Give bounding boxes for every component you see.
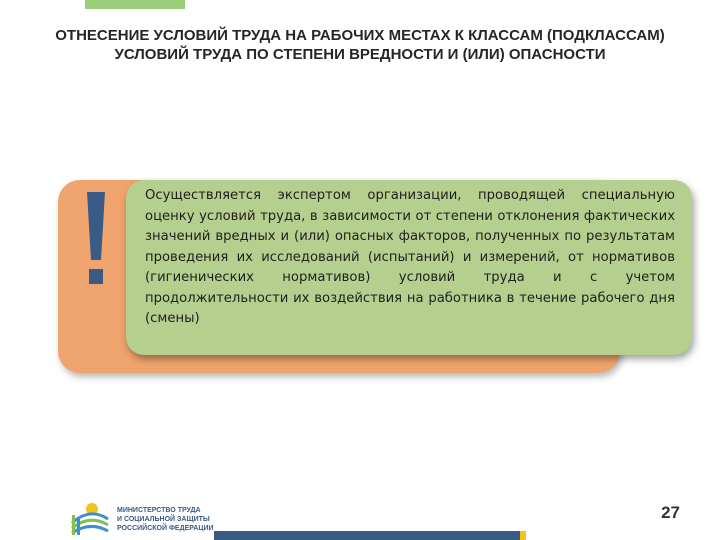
footer-bar (214, 531, 520, 540)
exclamation-icon (82, 190, 110, 294)
ministry-name (117, 506, 214, 533)
ministry-logo-icon (70, 497, 110, 537)
body-text: Осуществляется экспертом организации, проводящей специальную оценку условий труда, в зависимости от степени отклонения фактических значений вредных и (или) опасных факторов, полученных по результатам проведения их исследований (испытаний) и измерений, от нормативов (гигиенических нормативов) условий труда и с учетом продолжительности их воздействия на работника в течение рабочего дня (смены) (145, 188, 675, 326)
ministry-line-2: И СОЦИАЛЬНОЙ ЗАЩИТЫ (117, 516, 210, 523)
slide-title: ОТНЕСЕНИЕ УСЛОВИЙ ТРУДА НА РАБОЧИХ МЕСТАХ К КЛАССАМ (ПОДКЛАССАМ) УСЛОВИЙ ТРУДА ПО СТЕПЕНИ ВРЕДНОСТИ И (ИЛИ) ОПАСНОСТИ (55, 27, 665, 63)
top-accent-bar (85, 0, 185, 9)
page-number: 27 (661, 503, 680, 522)
footer-bar-accent (520, 531, 526, 540)
ministry-line-1: МИНИСТЕРСТВО ТРУДА (117, 507, 201, 514)
ministry-line-3: РОССИЙСКОЙ ФЕДЕРАЦИИ (117, 525, 214, 532)
